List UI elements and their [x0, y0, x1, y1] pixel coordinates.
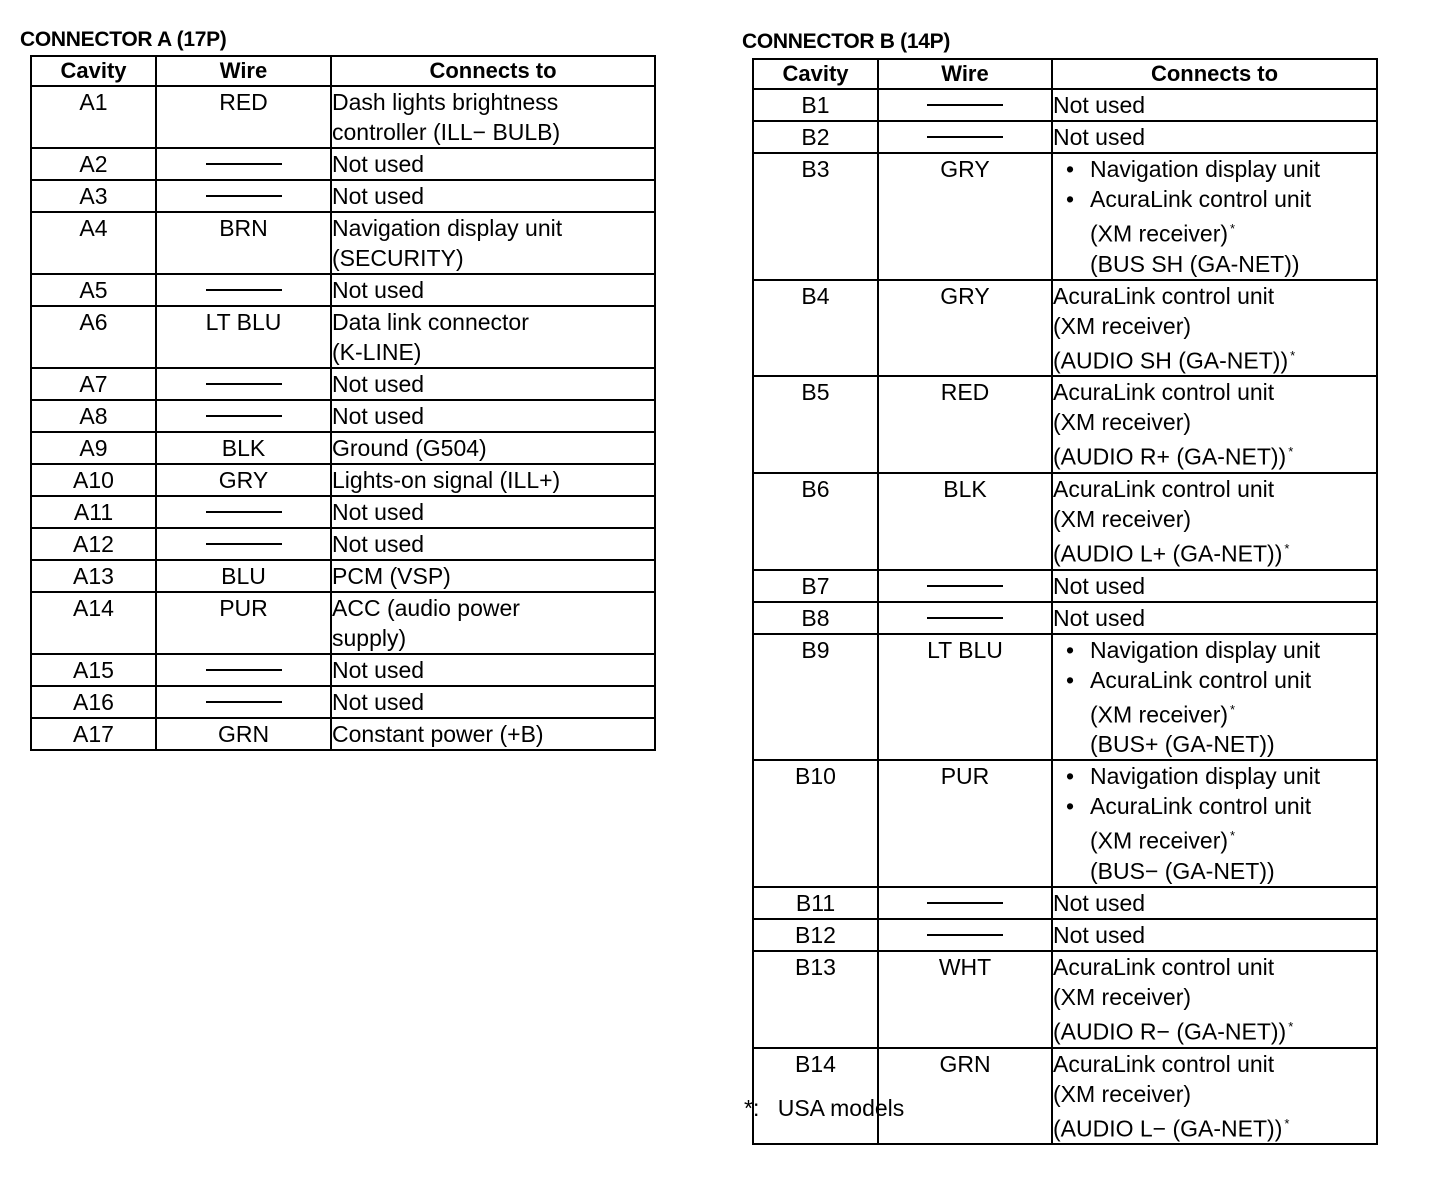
wire-cell	[156, 496, 331, 528]
connects-to-line	[1053, 761, 1376, 791]
connects-to-text: (AUDIO SH (GA-NET))	[1053, 347, 1289, 374]
cavity-cell: A9	[31, 432, 156, 464]
connects-to-line	[332, 117, 654, 147]
connects-to-line	[1053, 952, 1376, 982]
connects-to-line	[332, 369, 654, 399]
cavity-cell: B13	[753, 951, 878, 1048]
connects-to-text: Dash lights brightness	[332, 89, 559, 115]
connects-to-header: Connects to	[331, 56, 655, 86]
cavity-cell: A5	[31, 274, 156, 306]
connects-to-text: Constant power (+B)	[332, 721, 544, 747]
wire-color: RED	[940, 379, 990, 406]
no-wire-dash	[206, 543, 282, 545]
footnote-star: *	[1230, 221, 1236, 236]
table-row	[753, 376, 1377, 473]
connects-to-cell	[331, 464, 655, 496]
cavity-cell: A2	[31, 148, 156, 180]
connects-to-cell	[331, 654, 655, 686]
connector-b-title: CONNECTOR B (14P)	[742, 30, 951, 53]
connects-to-line	[332, 655, 654, 685]
wire-cell	[878, 887, 1052, 919]
connector-a-header-row	[31, 56, 655, 86]
cavity-cell: A11	[31, 496, 156, 528]
connects-to-cell	[331, 306, 655, 368]
table-row	[753, 634, 1377, 761]
connector-b-header-row	[753, 59, 1377, 89]
cavity-cell: A1	[31, 86, 156, 148]
connects-to-line	[332, 497, 654, 527]
table-row	[753, 89, 1377, 121]
cavity-header: Cavity	[31, 56, 156, 86]
wire-color: GRY	[218, 467, 269, 493]
connects-to-text: AcuraLink control unit	[1053, 1050, 1275, 1077]
connects-to-line	[332, 213, 654, 243]
connects-to-text: Not used	[1053, 92, 1146, 118]
cavity-cell: B11	[753, 887, 878, 919]
connects-to-text: AcuraLink control unit	[1090, 666, 1312, 693]
no-wire-dash	[927, 104, 1003, 106]
table-row	[31, 148, 655, 180]
connects-to-line	[1053, 791, 1376, 821]
wire-color: LT BLU	[927, 636, 1003, 663]
no-wire-dash	[206, 511, 282, 513]
cavity-header: Cavity	[753, 59, 878, 89]
connects-to-cell	[331, 180, 655, 212]
no-wire-dash	[206, 195, 282, 197]
cavity-cell: B14	[753, 1048, 878, 1145]
cavity-cell: A17	[31, 718, 156, 750]
connects-to-line	[332, 275, 654, 305]
cavity-cell: B4	[753, 280, 878, 377]
connects-to-line	[1053, 249, 1376, 279]
wire-cell	[878, 951, 1052, 1048]
wire-cell	[156, 718, 331, 750]
connects-to-line	[332, 593, 654, 623]
connects-to-text: AcuraLink control unit	[1053, 379, 1275, 406]
connects-to-text: Not used	[332, 371, 425, 397]
connects-to-line	[1053, 437, 1376, 472]
no-wire-dash	[927, 617, 1003, 619]
cavity-cell: B6	[753, 473, 878, 570]
cavity-cell: A8	[31, 400, 156, 432]
cavity-cell: B9	[753, 634, 878, 761]
connects-to-text: (BUS− (GA-NET))	[1090, 857, 1275, 884]
connects-to-line	[332, 243, 654, 273]
connects-to-cell	[1052, 602, 1377, 634]
cavity-cell: A7	[31, 368, 156, 400]
table-row	[753, 153, 1377, 280]
table-row	[31, 86, 655, 148]
connects-to-text: Not used	[332, 183, 425, 209]
cavity-cell: A10	[31, 464, 156, 496]
connects-to-line	[332, 719, 654, 749]
connects-to-text: (AUDIO L− (GA-NET))	[1053, 1115, 1283, 1142]
connects-to-cell	[1052, 121, 1377, 153]
connects-to-cell	[331, 686, 655, 718]
connects-to-text: Not used	[1053, 572, 1146, 599]
wire-cell	[156, 148, 331, 180]
no-wire-dash	[927, 902, 1003, 904]
table-row	[31, 432, 655, 464]
connects-to-cell	[1052, 919, 1377, 951]
footnote-star: *	[1284, 1115, 1290, 1131]
table-row	[31, 400, 655, 432]
wire-color: BRN	[219, 215, 268, 241]
wire-header: Wire	[156, 56, 331, 86]
no-wire-dash	[206, 289, 282, 291]
footnote-marker: *:	[744, 1095, 760, 1121]
cavity-cell: A4	[31, 212, 156, 274]
wire-cell	[878, 634, 1052, 761]
table-row	[31, 686, 655, 718]
table-row	[753, 760, 1377, 887]
connects-to-text: AcuraLink control unit	[1090, 186, 1312, 212]
connects-to-line	[332, 87, 654, 117]
cavity-cell: B5	[753, 376, 878, 473]
connects-to-line	[1053, 1049, 1376, 1079]
table-row	[31, 464, 655, 496]
footnote-star: *	[1288, 444, 1294, 460]
connects-to-text: Navigation display unit	[1090, 156, 1321, 182]
table-row	[31, 528, 655, 560]
table-row	[753, 280, 1377, 377]
connects-to-line	[1053, 1079, 1376, 1109]
connects-to-text: Navigation display unit	[332, 215, 563, 241]
footnote-star: *	[1230, 828, 1236, 844]
footnote-text: USA models	[777, 1095, 905, 1121]
wire-cell	[156, 86, 331, 148]
wire-cell	[878, 121, 1052, 153]
connects-to-text: (AUDIO R− (GA-NET))	[1053, 1018, 1287, 1045]
table-row	[753, 570, 1377, 602]
connects-to-text: supply)	[332, 625, 407, 651]
connects-to-line	[332, 465, 654, 495]
wire-cell	[878, 280, 1052, 377]
connects-to-text: Not used	[1053, 921, 1146, 948]
wire-cell	[156, 212, 331, 274]
connects-to-cell	[1052, 887, 1377, 919]
wire-cell	[156, 592, 331, 654]
connects-to-text: (AUDIO L+ (GA-NET))	[1053, 540, 1283, 567]
connects-to-text: (XM receiver)	[1053, 1080, 1192, 1107]
wire-color: GRY	[940, 282, 990, 309]
connects-to-line	[1053, 821, 1376, 856]
connects-to-line	[1053, 603, 1376, 633]
wire-cell	[878, 602, 1052, 634]
wire-cell	[156, 560, 331, 592]
connects-to-text: AcuraLink control unit	[1053, 282, 1275, 309]
connects-to-cell	[331, 528, 655, 560]
no-wire-dash	[206, 415, 282, 417]
wire-cell	[156, 654, 331, 686]
connects-to-line	[332, 561, 654, 591]
connects-to-line	[332, 149, 654, 179]
connects-to-line	[1053, 695, 1376, 730]
connects-to-line	[1053, 184, 1376, 214]
connects-to-text: Not used	[1053, 604, 1146, 631]
table-row	[31, 180, 655, 212]
connects-to-line	[1053, 407, 1376, 437]
connects-to-line	[1053, 888, 1376, 918]
connects-to-cell	[1052, 280, 1377, 377]
cavity-cell: A16	[31, 686, 156, 718]
connects-to-cell	[1052, 89, 1377, 121]
wire-cell	[156, 432, 331, 464]
cavity-cell: A13	[31, 560, 156, 592]
connects-to-text: Not used	[1053, 889, 1146, 916]
no-wire-dash	[206, 383, 282, 385]
cavity-cell: B3	[753, 153, 878, 280]
footnote-star: *	[1284, 540, 1290, 556]
connects-to-text: Not used	[332, 689, 425, 715]
cavity-cell: A3	[31, 180, 156, 212]
wire-cell	[156, 306, 331, 368]
footnote-star: *	[1288, 1018, 1294, 1034]
cavity-cell: B7	[753, 570, 878, 602]
wire-color: PUR	[940, 763, 990, 790]
connects-to-line	[1053, 341, 1376, 376]
connects-to-line	[1053, 856, 1376, 886]
wire-color: BLK	[221, 435, 266, 461]
cavity-cell: B1	[753, 89, 878, 121]
connects-to-cell	[1052, 153, 1377, 280]
connects-to-line	[1053, 474, 1376, 504]
connector-b-table	[752, 58, 1378, 1145]
connects-to-line	[1053, 377, 1376, 407]
connects-to-cell	[331, 400, 655, 432]
no-wire-dash	[206, 701, 282, 703]
connects-to-text: (BUS SH (GA-NET))	[1090, 250, 1300, 277]
wire-cell	[156, 274, 331, 306]
connects-to-line	[1053, 154, 1376, 184]
cavity-cell: A12	[31, 528, 156, 560]
connects-to-text: (XM receiver)	[1053, 312, 1192, 339]
connects-to-text: Not used	[332, 657, 425, 683]
connects-to-text: Not used	[332, 403, 425, 429]
connects-to-text: Not used	[332, 531, 425, 557]
connects-to-text: ACC (audio power	[332, 595, 520, 621]
connects-to-text: Not used	[332, 151, 425, 177]
connects-to-text: (SECURITY)	[332, 245, 464, 271]
connects-to-text: (BUS+ (GA-NET))	[1090, 731, 1275, 758]
connects-to-cell	[331, 368, 655, 400]
connects-to-line	[1053, 504, 1376, 534]
wire-header: Wire	[878, 59, 1052, 89]
cavity-cell: B10	[753, 760, 878, 887]
cavity-cell: A15	[31, 654, 156, 686]
table-row	[31, 654, 655, 686]
connects-to-line	[332, 687, 654, 717]
connects-to-cell	[331, 212, 655, 274]
connects-to-text: Ground (G504)	[332, 435, 487, 461]
wire-cell	[878, 473, 1052, 570]
footnote-star: *	[1290, 347, 1296, 363]
table-row	[753, 887, 1377, 919]
connects-to-line	[1053, 635, 1376, 665]
connects-to-line	[332, 307, 654, 337]
wire-cell	[878, 570, 1052, 602]
connects-to-cell	[1052, 473, 1377, 570]
no-wire-dash	[927, 136, 1003, 138]
connects-to-cell	[331, 496, 655, 528]
connects-to-cell	[331, 592, 655, 654]
wire-cell	[878, 760, 1052, 887]
wire-cell	[156, 400, 331, 432]
table-row	[753, 951, 1377, 1048]
wire-color: RED	[219, 89, 268, 115]
connects-to-line	[1053, 534, 1376, 569]
connects-to-text: (XM receiver)	[1090, 701, 1229, 728]
connects-to-line	[332, 623, 654, 653]
connects-to-text: (XM receiver)	[1090, 220, 1229, 247]
connects-to-text: (XM receiver)	[1053, 983, 1192, 1010]
table-row	[31, 718, 655, 750]
connects-to-header: Connects to	[1052, 59, 1377, 89]
wire-color: WHT	[938, 953, 992, 980]
connects-to-line	[1053, 90, 1376, 120]
wire-cell	[156, 528, 331, 560]
connector-a-title: CONNECTOR A (17P)	[20, 28, 227, 51]
connects-to-cell	[331, 274, 655, 306]
connects-to-line	[1053, 729, 1376, 759]
table-row	[753, 121, 1377, 153]
connects-to-text: AcuraLink control unit	[1053, 475, 1275, 502]
cavity-cell: A14	[31, 592, 156, 654]
connects-to-cell	[1052, 570, 1377, 602]
connects-to-line	[1053, 571, 1376, 601]
connects-to-line	[1053, 122, 1376, 152]
connects-to-text: Not used	[332, 499, 425, 525]
connects-to-line	[332, 529, 654, 559]
connects-to-line	[332, 401, 654, 431]
wire-cell	[878, 919, 1052, 951]
connects-to-text: (K-LINE)	[332, 339, 422, 365]
no-wire-dash	[927, 585, 1003, 587]
wire-color: LT BLU	[205, 309, 282, 335]
cavity-cell: B2	[753, 121, 878, 153]
connects-to-line	[332, 433, 654, 463]
connects-to-text: Navigation display unit	[1090, 763, 1321, 790]
connects-to-text: AcuraLink control unit	[1090, 793, 1312, 820]
no-wire-dash	[206, 163, 282, 165]
connects-to-cell	[331, 86, 655, 148]
table-row	[31, 368, 655, 400]
connects-to-line	[1053, 311, 1376, 341]
connects-to-text: PCM (VSP)	[332, 563, 451, 589]
connects-to-line	[1053, 214, 1376, 249]
connects-to-cell	[1052, 760, 1377, 887]
connects-to-line	[1053, 920, 1376, 950]
table-row	[31, 496, 655, 528]
cavity-cell: A6	[31, 306, 156, 368]
wire-color: GRY	[940, 156, 990, 182]
connects-to-line	[1053, 1109, 1376, 1144]
connects-to-text: (XM receiver)	[1090, 827, 1229, 854]
connects-to-text: Lights-on signal (ILL+)	[332, 467, 561, 493]
connects-to-text: Not used	[332, 277, 425, 303]
table-row	[753, 473, 1377, 570]
cavity-cell: B8	[753, 602, 878, 634]
connects-to-cell	[331, 148, 655, 180]
connects-to-text: (XM receiver)	[1053, 505, 1192, 532]
connects-to-text: (XM receiver)	[1053, 409, 1192, 436]
connects-to-line	[332, 181, 654, 211]
connects-to-cell	[331, 432, 655, 464]
connects-to-text: AcuraLink control unit	[1053, 953, 1275, 980]
connects-to-cell	[1052, 634, 1377, 761]
connects-to-text: Not used	[1053, 124, 1146, 150]
connector-a-table	[30, 55, 656, 751]
connects-to-cell	[1052, 951, 1377, 1048]
cavity-cell: B12	[753, 919, 878, 951]
no-wire-dash	[927, 934, 1003, 936]
table-row	[31, 274, 655, 306]
connects-to-cell	[331, 560, 655, 592]
table-row	[31, 560, 655, 592]
footnote-star: *	[1230, 701, 1236, 717]
wire-color: GRN	[217, 721, 270, 747]
wire-cell	[156, 368, 331, 400]
connects-to-cell	[1052, 1048, 1377, 1145]
wire-cell	[156, 686, 331, 718]
connects-to-cell	[331, 718, 655, 750]
connects-to-text: Data link connector	[332, 309, 529, 335]
wire-color: BLK	[943, 475, 987, 502]
connects-to-line	[1053, 281, 1376, 311]
wire-color: BLU	[221, 563, 266, 589]
wire-color: GRN	[939, 1050, 991, 1077]
footnote	[744, 1095, 904, 1122]
wire-cell	[878, 153, 1052, 280]
connects-to-text: (AUDIO R+ (GA-NET))	[1053, 443, 1287, 470]
connects-to-line	[1053, 1012, 1376, 1047]
table-row	[753, 602, 1377, 634]
wire-cell	[156, 464, 331, 496]
table-row	[31, 306, 655, 368]
connects-to-cell	[1052, 376, 1377, 473]
no-wire-dash	[206, 669, 282, 671]
wire-color: PUR	[219, 595, 268, 621]
table-row	[31, 592, 655, 654]
wire-cell	[156, 180, 331, 212]
connects-to-line	[1053, 665, 1376, 695]
connects-to-line	[1053, 982, 1376, 1012]
connects-to-text: controller (ILL− BULB)	[332, 119, 561, 145]
table-row	[31, 212, 655, 274]
connects-to-line	[332, 337, 654, 367]
wire-cell	[878, 376, 1052, 473]
table-row	[753, 919, 1377, 951]
connects-to-text: Navigation display unit	[1090, 636, 1321, 663]
wire-cell	[878, 89, 1052, 121]
